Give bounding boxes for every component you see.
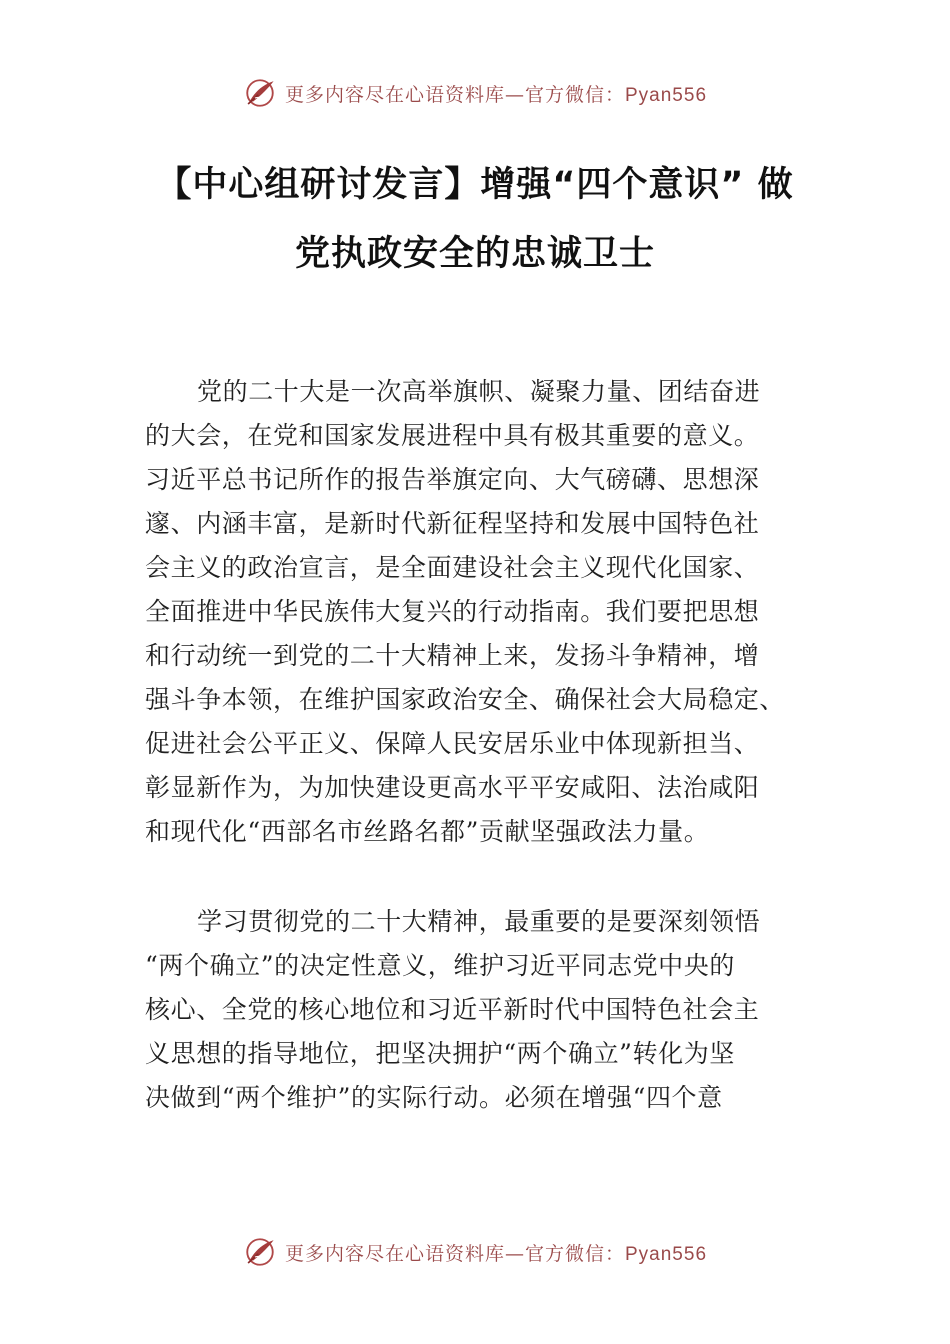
paragraph-line: 的大会，在党和国家发展进程中具有极其重要的意义。: [145, 421, 760, 450]
paragraph-line: 邃、内涵丰富，是新时代新征程坚持和发展中国特色社: [145, 509, 760, 538]
paragraph-line: 促进社会公平正义、保障人民安居乐业中体现新担当、: [145, 729, 760, 758]
document-title-line-1: 【中心组研讨发言】增强“四个意识” 做: [156, 165, 794, 205]
paragraph-line: 和行动统一到党的二十大精神上来，发扬斗争精神，增: [145, 641, 760, 670]
feather-logo-icon: [243, 1235, 277, 1269]
header-banner: [0, 68, 950, 118]
paragraph-line: 强斗争本领，在维护国家政治安全、确保社会大局稳定、: [145, 685, 786, 714]
paragraph-line: 学习贯彻党的二十大精神，最重要的是要深刻领悟: [197, 907, 761, 936]
paragraph-line: 义思想的指导地位，把坚决拥护“两个确立”转化为坚: [145, 1039, 735, 1068]
feather-logo-icon: [243, 76, 277, 110]
paragraph-line: 全面推进中华民族伟大复兴的行动指南。我们要把思想: [145, 597, 760, 626]
body-paragraph-1: [145, 370, 807, 854]
footer-wechat-id: Pyan556: [625, 1243, 708, 1265]
paragraph-line: 习近平总书记所作的报告举旗定向、大气磅礴、思想深: [145, 465, 760, 494]
paragraph-line: 和现代化“西部名市丝路名都”贡献坚强政法力量。: [145, 817, 710, 846]
header-wechat-id: Pyan556: [625, 84, 708, 106]
footer-banner: [0, 1227, 950, 1277]
paragraph-line: 决做到“两个维护”的实际行动。必须在增强“四个意: [145, 1083, 723, 1112]
paragraph-line: 核心、全党的核心地位和习近平新时代中国特色社会主: [145, 995, 760, 1024]
paragraph-line: 会主义的政治宣言，是全面建设社会主义现代化国家、: [145, 553, 760, 582]
footer-banner-text: 更多内容尽在心语资料库—官方微信：Pyan556: [284, 1242, 708, 1265]
paragraph-line: “两个确立”的决定性意义，维护习近平同志党中央的: [145, 951, 735, 980]
paragraph-line: 彰显新作为，为加快建设更高水平平安咸阳、法治咸阳: [145, 773, 760, 802]
paragraph-line: 党的二十大是一次高举旗帜、凝聚力量、团结奋进: [197, 377, 761, 406]
header-banner-text: 更多内容尽在心语资料库—官方微信：Pyan556: [284, 83, 708, 106]
body-paragraph-2: [145, 900, 807, 1120]
document-title-line-2: 党执政安全的忠诚卫士: [294, 234, 655, 274]
